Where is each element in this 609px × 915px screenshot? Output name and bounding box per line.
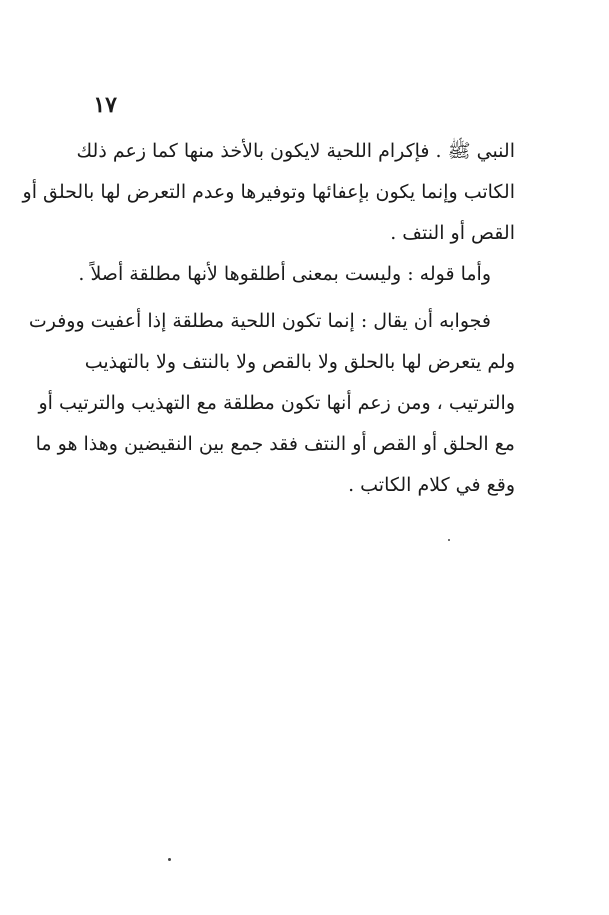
scan-speck — [168, 858, 171, 861]
text-line: مع الحلق أو القص أو النتف فقد جمع بين النقيضين وهذا هو ما — [35, 433, 515, 455]
text-line: وأما قوله : وليست بمعنى أطلقوها لأنها مطلقة أصلاً . — [78, 263, 491, 285]
text-line: النبي ﷺ . فإكرام اللحية لايكون بالأخذ منها كما زعم ذلك — [76, 140, 515, 162]
text-line: ولم يتعرض لها بالحلق ولا بالقص ولا بالنتف ولا بالتهذيب — [84, 351, 515, 373]
scan-speck — [448, 539, 450, 541]
text-line: القص أو النتف . — [390, 222, 515, 244]
text-line: وقع في كلام الكاتب . — [348, 474, 515, 496]
text-line: والترتيب ، ومن زعم أنها تكون مطلقة مع التهذيب والترتيب أو — [38, 392, 515, 414]
text-line: فجوابه أن يقال : إنما تكون اللحية مطلقة إذا أعفيت ووفرت — [28, 310, 491, 332]
page-number: ١٧ — [93, 92, 117, 118]
text-line: الكاتب وإنما يكون بإعفائها وتوفيرها وعدم التعرض لها بالحلق أو — [22, 181, 515, 203]
